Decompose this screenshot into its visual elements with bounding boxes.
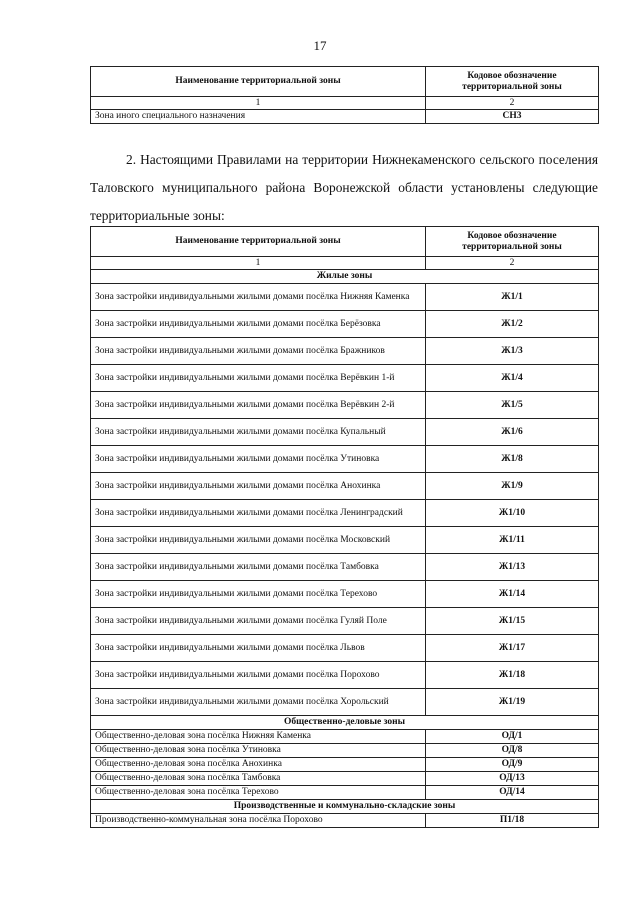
table-row: [91, 338, 599, 365]
zone-code-cell: Ж1/18: [426, 662, 599, 689]
table-row: [91, 473, 599, 500]
zone-code-header: Кодовое обозначение территориальной зоны: [426, 227, 599, 257]
zone-name-cell: Зона застройки индивидуальными жилыми домами посёлка Хорольский: [91, 689, 426, 716]
table-row: [91, 446, 599, 473]
zone-code-cell: Ж1/10: [426, 500, 599, 527]
section-heading-industrial: [91, 800, 599, 814]
zone-code-cell: Ж1/2: [426, 311, 599, 338]
zone-name-cell: Общественно-деловая зона посёлка Утиновка: [91, 744, 426, 758]
zone-name-cell: Зона застройки индивидуальными жилыми домами посёлка Верёвкин 1-й: [91, 365, 426, 392]
zone-code-cell: ОД/14: [426, 786, 599, 800]
territorial-zones-table: [90, 226, 599, 828]
zone-code-cell: П1/18: [426, 814, 599, 828]
zone-name-cell: Зона застройки индивидуальными жилыми домами посёлка Берёзовка: [91, 311, 426, 338]
column-number-row: [91, 257, 599, 270]
table-row: [91, 419, 599, 446]
zone-code-cell: Ж1/9: [426, 473, 599, 500]
zone-code-cell: Ж1/17: [426, 635, 599, 662]
zone-name-header: Наименование территориальной зоны: [91, 227, 426, 257]
zone-code-cell: Ж1/14: [426, 581, 599, 608]
zone-code-cell: ОД/8: [426, 744, 599, 758]
section-title: Жилые зоны: [91, 270, 599, 284]
zone-code-cell: Ж1/11: [426, 527, 599, 554]
zones-paragraph: 2. Настоящими Правилами на территории Нижнекаменского сельского поселения Таловского муниципального района Воронежской области установлены следующие территориальные зоны:: [90, 152, 598, 223]
table-row: [91, 772, 599, 786]
zone-name-cell: Общественно-деловая зона посёлка Терехово: [91, 786, 426, 800]
zone-name-cell: Зона застройки индивидуальными жилыми домами посёлка Утиновка: [91, 446, 426, 473]
table-row: [91, 786, 599, 800]
zone-code-cell: Ж1/4: [426, 365, 599, 392]
zone-code-cell: Ж1/5: [426, 392, 599, 419]
zone-name-cell: Зона застройки индивидуальными жилыми домами посёлка Московский: [91, 527, 426, 554]
zone-code-cell: Ж1/15: [426, 608, 599, 635]
special-zone-table: [90, 66, 599, 124]
industrial-zone-rows: [91, 814, 599, 828]
table-row: [91, 365, 599, 392]
zone-name-header: Наименование территориальной зоны: [91, 67, 426, 97]
column-number-row: [91, 97, 599, 110]
table-row: [91, 311, 599, 338]
table-row: [91, 608, 599, 635]
zone-code-cell: ОД/9: [426, 758, 599, 772]
zone-code-cell: СН3: [426, 110, 599, 124]
table-row: [91, 689, 599, 716]
table-row: [91, 527, 599, 554]
zone-name-cell: Зона иного специального назначения: [91, 110, 426, 124]
table-header-row: [91, 227, 599, 257]
table-row: [91, 744, 599, 758]
zone-name-cell: Зона застройки индивидуальными жилыми домами посёлка Порохово: [91, 662, 426, 689]
table-row: [91, 758, 599, 772]
zone-name-cell: Зона застройки индивидуальными жилыми домами посёлка Терехово: [91, 581, 426, 608]
zone-code-header: Кодовое обозначение территориальной зоны: [426, 67, 599, 97]
zone-code-cell: Ж1/8: [426, 446, 599, 473]
column-number-1: 1: [91, 257, 426, 270]
table-header-row: [91, 67, 599, 97]
table-row: [91, 814, 599, 828]
zone-name-cell: Зона застройки индивидуальными жилыми домами посёлка Анохинка: [91, 473, 426, 500]
zone-code-cell: Ж1/6: [426, 419, 599, 446]
zone-code-cell: Ж1/13: [426, 554, 599, 581]
table-row: [91, 635, 599, 662]
zone-name-cell: Производственно-коммунальная зона посёлка Порохово: [91, 814, 426, 828]
zone-name-cell: Зона застройки индивидуальными жилыми домами посёлка Бражников: [91, 338, 426, 365]
table-row: [91, 284, 599, 311]
zone-code-cell: ОД/13: [426, 772, 599, 786]
column-number-1: 1: [91, 97, 426, 110]
zone-name-cell: Зона застройки индивидуальными жилыми домами посёлка Львов: [91, 635, 426, 662]
zone-name-cell: Зона застройки индивидуальными жилыми домами посёлка Купальный: [91, 419, 426, 446]
zone-name-cell: Зона застройки индивидуальными жилыми домами посёлка Нижняя Каменка: [91, 284, 426, 311]
zone-name-cell: Общественно-деловая зона посёлка Тамбовка: [91, 772, 426, 786]
table-row: [91, 110, 599, 124]
special-zone-rows: [91, 110, 599, 124]
zone-name-cell: Зона застройки индивидуальными жилыми домами посёлка Гуляй Поле: [91, 608, 426, 635]
zone-name-cell: Зона застройки индивидуальными жилыми домами посёлка Верёвкин 2-й: [91, 392, 426, 419]
zone-name-cell: Общественно-деловая зона посёлка Нижняя Каменка: [91, 730, 426, 744]
section-title: Производственные и коммунально-складские зоны: [91, 800, 599, 814]
section-heading-residential: [91, 270, 599, 284]
zone-name-cell: Зона застройки индивидуальными жилыми домами посёлка Тамбовка: [91, 554, 426, 581]
table-row: [91, 392, 599, 419]
column-number-2: 2: [426, 257, 599, 270]
business-zone-rows: [91, 730, 599, 800]
zone-name-cell: Зона застройки индивидуальными жилыми домами посёлка Ленинградский: [91, 500, 426, 527]
zone-code-cell: Ж1/3: [426, 338, 599, 365]
table-row: [91, 554, 599, 581]
page-number: 17: [313, 38, 327, 53]
table-row: [91, 730, 599, 744]
residential-zone-rows: [91, 284, 599, 716]
column-number-2: 2: [426, 97, 599, 110]
section-title: Общественно-деловые зоны: [91, 716, 599, 730]
zone-name-cell: Общественно-деловая зона посёлка Анохинка: [91, 758, 426, 772]
table-row: [91, 500, 599, 527]
section-heading-business: [91, 716, 599, 730]
zone-code-cell: Ж1/19: [426, 689, 599, 716]
table-row: [91, 581, 599, 608]
zone-code-cell: ОД/1: [426, 730, 599, 744]
zone-code-cell: Ж1/1: [426, 284, 599, 311]
table-row: [91, 662, 599, 689]
